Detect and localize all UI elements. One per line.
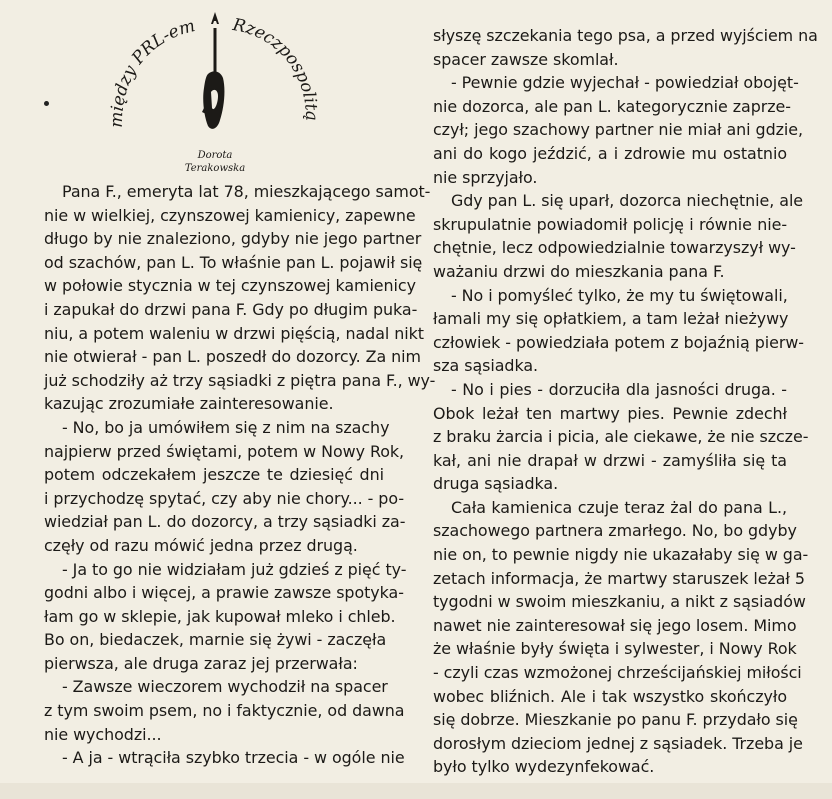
text-line: i przychodzę spytać, czy aby nie chory... - po- [44,488,404,508]
right-column-paragraph [433,378,809,496]
text-line: druga sąsiadka. [433,474,559,494]
text-line: sza sąsiadka. [433,356,539,376]
text-line: zetach informacja, że martwy staruszek leżał 5 [433,568,805,588]
text-line: nie w wielkiej, czynszowej kamienicy, zapewne [44,205,416,225]
text-line: że właśnie były święta i sylwester, i Nowy Rok [433,639,797,659]
right-column-paragraph [433,496,809,779]
text-line: nie wychodzi... [44,724,162,744]
text-line: - A ja - wtrąciła szybko trzecia - w ogóle nie [62,748,405,768]
text-line: z braku żarcia i picia, ale ciekawe, że nie szcze- [433,427,809,447]
text-line: - czyli czas wzmożonej chrześcijańskiej miłości [433,663,802,683]
text-line: w połowie stycznia w tej czynszowej kamienicy [44,276,416,296]
left-column-paragraph [44,675,405,746]
text-line: najpierw przed świętami, potem w Nowy Rok, [44,441,405,461]
author-last-name: Terakowska [184,163,246,174]
text-line: nie dozorca, ale pan L. kategorycznie zaprze- [433,96,791,116]
left-column-paragraph [44,416,406,558]
right-column-paragraph [433,71,804,189]
right-column-paragraph [433,24,818,71]
text-line: częły od razu mówić jedna przez drugą. [44,535,358,555]
text-line: skrupulatnie powiadomił policję i równie nie- [433,214,787,234]
text-line: godni albo i więcej, a prawie zawsze spotyka- [44,583,404,603]
text-line: nie otwierał - pan L. poszedł do dozorcy. Za nim [44,347,421,367]
text-line: słyszę szczekania tego psa, a przed wyjściem na [433,26,818,45]
text-line: niu, a potem waleniu w drzwi pięścią, nadal nikt [44,323,424,343]
text-line: pierwsza, ale druga zaraz jej przerwała: [44,653,358,673]
text-line: szachowego partnera zmarłego. No, bo gdyby [433,521,797,541]
page-bottom-edge [0,783,832,799]
bullet-dot [44,101,49,106]
masthead-emblem [90,8,340,183]
text-line: było tylko wydezynfekować. [433,757,655,777]
text-line: wiedział pan L. do dozorcy, a trzy sąsiadki za- [44,512,406,532]
text-line: potem odczekałem jeszcze te dziesięć dni [44,465,384,485]
left-column-paragraph [44,558,407,676]
arc-title-left: między PRL-em [106,16,198,129]
arc-title-right: Rzeczpospolitą [231,15,322,122]
text-line: - No i pomyśleć tylko, że my tu świętowali, [451,285,788,305]
left-column-paragraph [44,180,436,416]
text-line: łam go w sklepie, jak kupował mleko i chleb. [44,606,396,626]
text-line: kazując zrozumiałe zainteresowanie. [44,394,334,414]
text-line: ważaniu drzwi do mieszkania pana F. [433,261,725,281]
text-line: chętnie, lecz odpowiedzialnie towarzyszył wy- [433,238,796,258]
text-line: i zapukał do drzwi pana F. Gdy po długim puka- [44,299,418,319]
text-line: Cała kamienica czuje teraz żal do pana L., [451,497,787,517]
left-column-paragraph [44,746,405,770]
text-line: nawet nie zainteresował się jego losem. Mimo [433,615,797,635]
text-line: Obok leżał ten martwy pies. Pewnie zdechł [433,403,787,423]
text-line: - Pewnie gdzie wyjechał - powiedział obojęt- [451,73,799,93]
right-column-paragraph [433,284,804,378]
text-line: kał, ani nie drapał w drzwi - zamyśliła się ta [433,450,787,470]
text-line: wobec bliźnich. Ale i tak wszystko skończyło [433,686,787,706]
text-line: - No, bo ja umówiłem się z nim na szachy [62,417,390,437]
text-line: ani do kogo jeździć, a i zdrowie mu ostatnio [433,143,787,163]
right-column-paragraph [433,189,804,283]
text-line: spacer zawsze skomlał. [433,49,619,69]
text-line: dorosłym dzieciom jednej z sąsiadek. Trzeba je [433,733,803,753]
text-line: człowiek - powiedziała potem z bojaźnią pierw- [433,332,804,352]
text-line: z tym swoim psem, no i faktycznie, od dawna [44,701,405,721]
text-line: - No i pies - dorzuciła dla jasności druga. - [451,379,787,399]
author-first-name: Dorota [197,150,233,161]
column-masthead [90,8,340,183]
text-line: Bo on, biedaczek, marnie się żywi - zaczęła [44,630,387,650]
text-line: nie on, to pewnie nigdy nie ukazałaby się w ga- [433,545,809,565]
text-line: już schodziły aż trzy sąsiadki z piętra pana F., wy- [44,370,436,390]
text-line: od szachów, pan L. To właśnie pan L. pojawił się [44,252,423,272]
torch-figure-icon [202,12,224,129]
text-line: nie sprzyjało. [433,167,538,187]
text-line: łamali my się opłatkiem, a tam leżał nieżywy [433,309,789,329]
text-line: się dobrze. Mieszkanie po panu F. przydało się [433,710,798,730]
text-line: długo by nie znaleziono, gdyby nie jego partner [44,229,422,249]
text-line: - Zawsze wieczorem wychodził na spacer [62,677,388,697]
text-line: Pana F., emeryta lat 78, mieszkającego samot- [62,182,431,201]
text-line: czył; jego szachowy partner nie miał ani gdzie, [433,120,804,140]
text-line: - Ja to go nie widziałam już gdzieś z pięć ty- [62,559,407,579]
text-line: tygodni w swoim mieszkaniu, a nikt z sąsiadów [433,592,806,612]
text-line: Gdy pan L. się uparł, dozorca niechętnie, ale [451,191,804,211]
article-column-left [44,180,436,770]
article-column-right [433,24,818,779]
